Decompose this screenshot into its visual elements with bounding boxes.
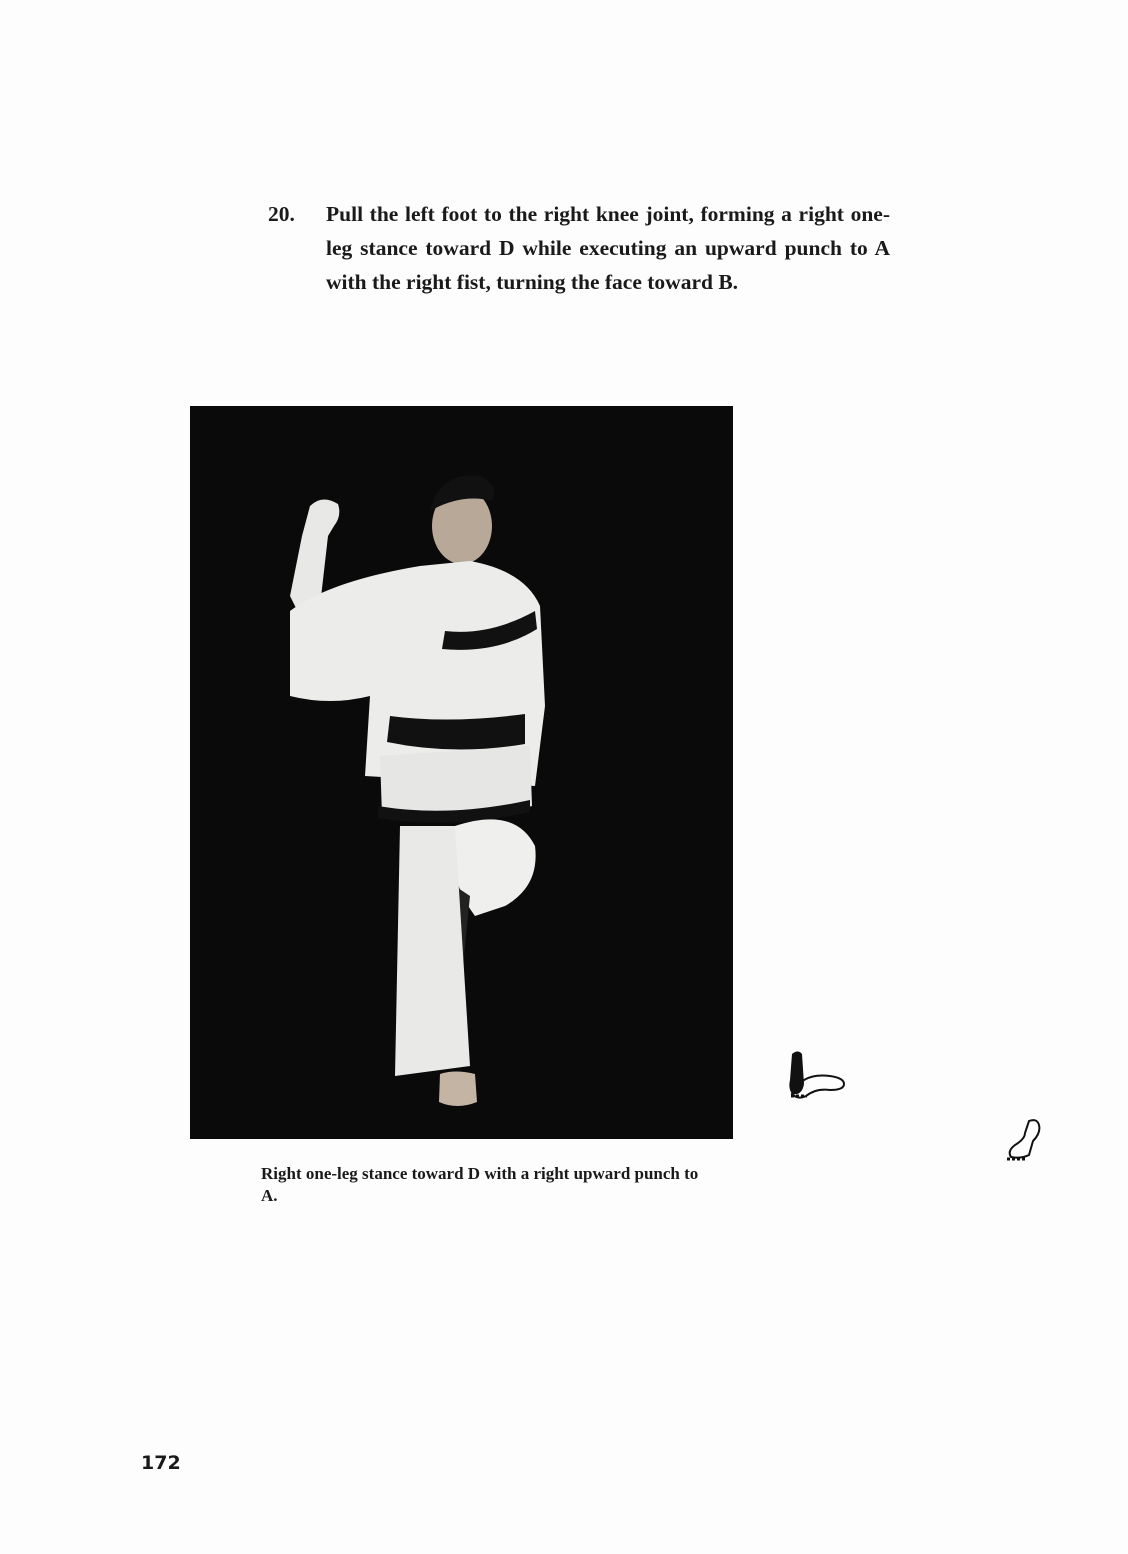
martial-artist-figure [190,406,733,1139]
footprint-outline-icon [1003,1117,1043,1165]
photo-caption: Right one-leg stance toward D with a right upward punch to A. [261,1164,699,1205]
step-number: 20. [268,202,295,226]
page-number: 172 [141,1452,181,1474]
step-text: Pull the left foot to the right knee joint, forming a right one-leg stance toward D while executing an upward punch to A with the right fist, turning the face toward B. [326,202,890,294]
instruction-step [268,197,890,299]
technique-photo [190,406,733,1139]
footprint-filled-icon [788,1050,850,1105]
